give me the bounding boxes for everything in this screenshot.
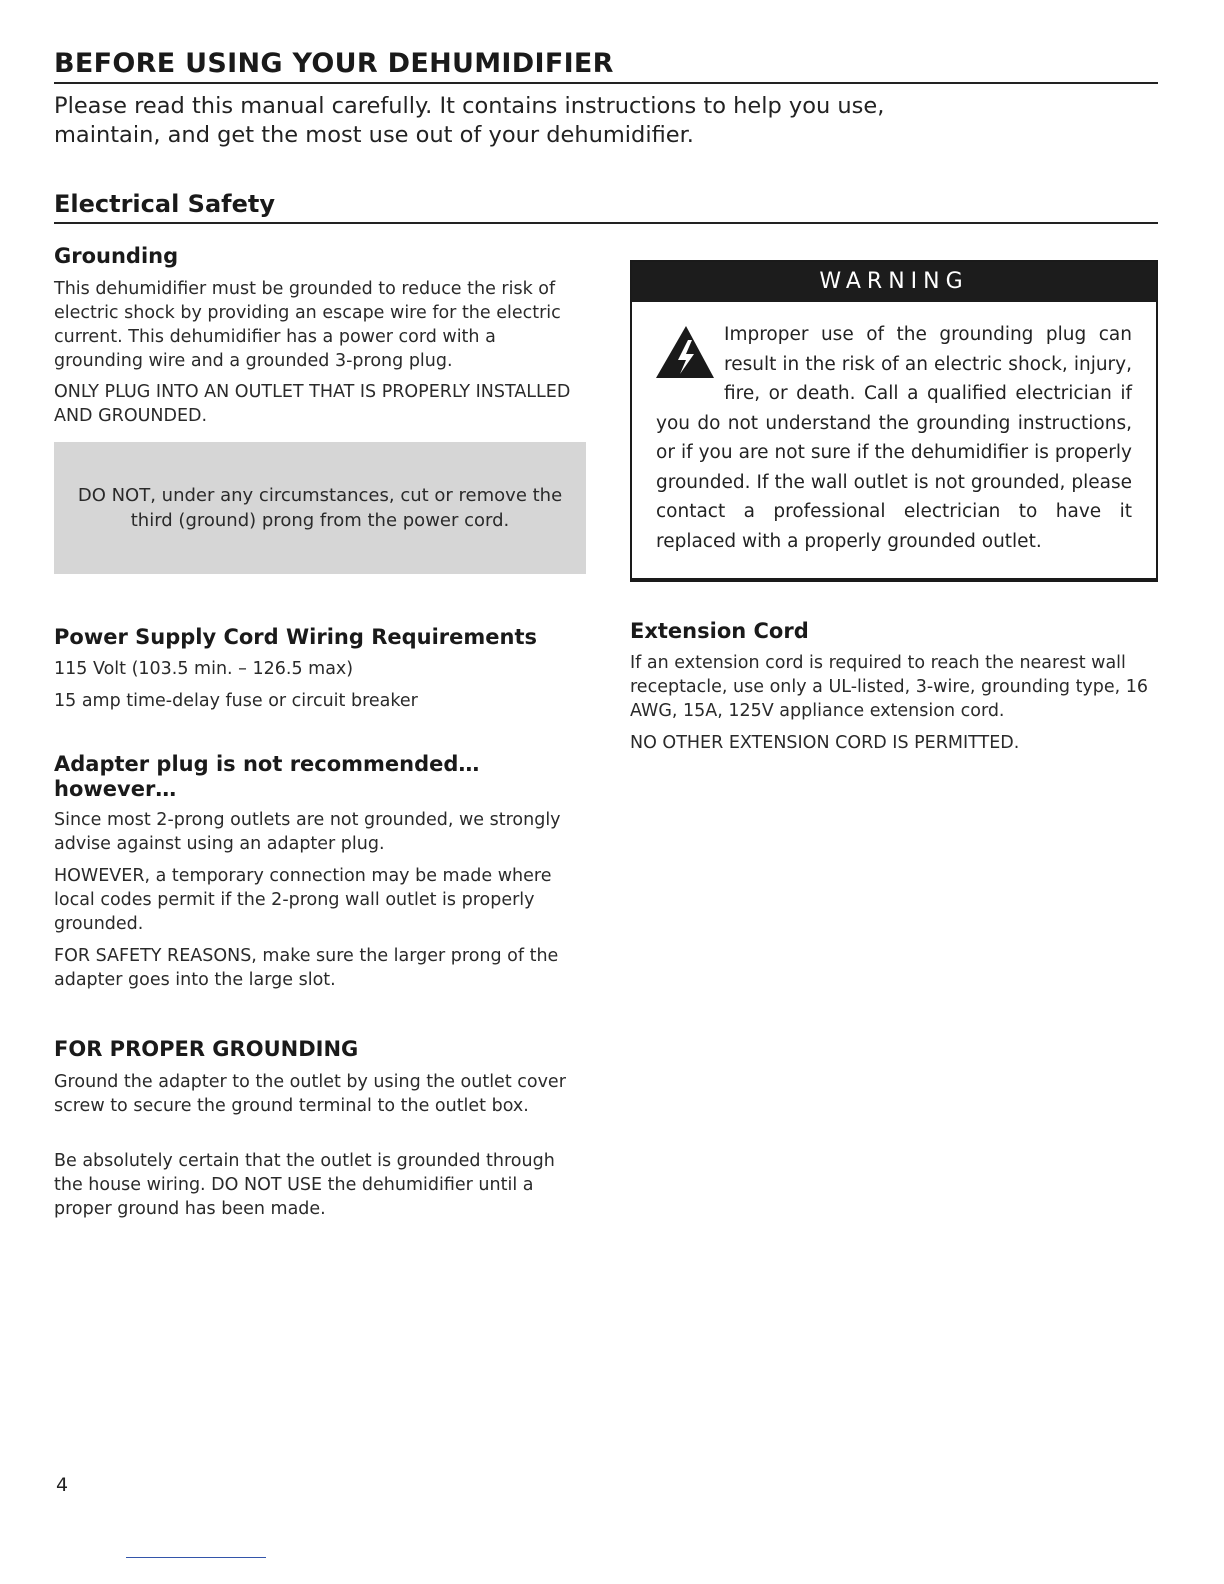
ground-prong-notice-text: DO NOT, under any circumstances, cut or remove the third (ground) prong from the power cord.	[77, 485, 563, 531]
proper-grounding-paragraph-1: Ground the adapter to the outlet by using the outlet cover screw to secure the ground terminal to the outlet box.	[54, 1072, 566, 1116]
proper-grounding-heading: FOR PROPER GROUNDING	[54, 1037, 359, 1061]
warning-box	[630, 260, 1158, 582]
proper-grounding-paragraph-2: Be absolutely certain that the outlet is grounded through the house wiring. DO NOT USE the dehumidifier until a proper ground has been made.	[54, 1151, 555, 1219]
power-voltage-line: 115 Volt (103.5 min. – 126.5 max)	[54, 659, 354, 679]
adapter-paragraph-1: Since most 2-prong outlets are not grounded, we strongly advise against using an adapter plug.	[54, 810, 561, 854]
page-title: BEFORE USING YOUR DEHUMIDIFIER	[54, 48, 614, 79]
page-number: 4	[56, 1474, 69, 1496]
grounding-outlet-note: ONLY PLUG INTO AN OUTLET THAT IS PROPERLY INSTALLED AND GROUNDED.	[54, 382, 571, 426]
power-supply-heading: Power Supply Cord Wiring Requirements	[54, 625, 538, 649]
intro-paragraph: Please read this manual carefully. It contains instructions to help you use, maintain, and get the most use out of your dehumidifier.	[54, 93, 885, 148]
section-divider	[54, 222, 1158, 224]
adapter-paragraph-2: HOWEVER, a temporary connection may be made where local codes permit if the 2-prong wall outlet is properly grounded.	[54, 866, 552, 934]
footer-link-line	[126, 1557, 266, 1558]
ground-prong-notice	[54, 442, 586, 574]
extension-cord-paragraph: If an extension cord is required to reach the nearest wall receptacle, use only a UL-listed, 3-wire, grounding type, 16 AWG, 15A, 125V appliance extension cord.	[630, 653, 1149, 721]
warning-body	[632, 302, 1156, 556]
title-divider	[54, 82, 1158, 84]
electric-shock-warning-icon	[650, 324, 716, 380]
warning-text: Improper use of the grounding plug can result in the risk of an electric shock, injury, fire, or death. Call a qualified electrician if you do not understand the grounding instructions, or if you are not sure if the dehumidifier is properly grounded. If the wall outlet is not grounded, please contact a professional electrician to have it replaced with a properly grounded outlet.	[656, 324, 1132, 552]
adapter-heading-line2: however…	[54, 777, 177, 801]
adapter-paragraph-3: FOR SAFETY REASONS, make sure the larger prong of the adapter goes into the large slot.	[54, 946, 559, 990]
power-fuse-line: 15 amp time-delay fuse or circuit breaker	[54, 691, 418, 711]
grounding-paragraph: This dehumidifier must be grounded to reduce the risk of electric shock by providing an escape wire for the electric current. This dehumidifier has a power cord with a grounding wire and a grounded 3-prong plug.	[54, 279, 561, 371]
adapter-heading-line1: Adapter plug is not recommended…	[54, 752, 480, 776]
section-title: Electrical Safety	[54, 190, 275, 218]
warning-header: WARNING	[632, 262, 1156, 302]
grounding-heading: Grounding	[54, 244, 179, 268]
extension-cord-note: NO OTHER EXTENSION CORD IS PERMITTED.	[630, 733, 1020, 753]
extension-cord-heading: Extension Cord	[630, 619, 809, 643]
